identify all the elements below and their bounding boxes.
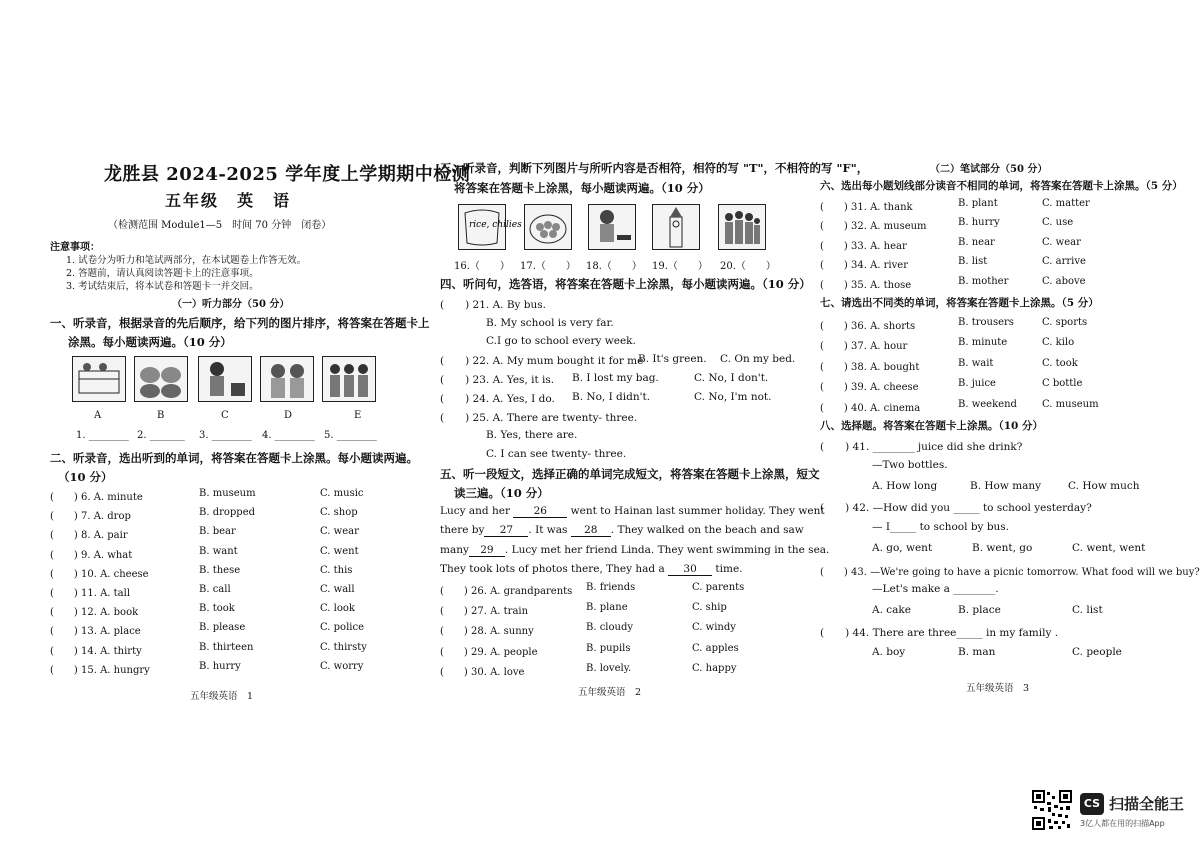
section6-option-b: B. list xyxy=(958,256,988,268)
section5-question: ( ) 29. A. people xyxy=(440,646,538,658)
question-44-option-c: C. people xyxy=(1072,646,1122,658)
picture-c xyxy=(198,356,252,402)
section5-option-c: C. happy xyxy=(692,662,737,674)
section7-option-c: C. took xyxy=(1042,357,1078,369)
section7-question: ( ) 36. A. shorts xyxy=(820,321,916,332)
page-3 xyxy=(810,0,1200,847)
section5-question: ( ) 30. A. love xyxy=(440,666,525,678)
question-22-option-c: C. On my bed. xyxy=(720,353,796,365)
section2-question: ( ) 13. A. place xyxy=(50,626,141,638)
section2-title: 二、听录音，选出听到的单词，将答案在答题卡上涂黑。每小题读两遍。 xyxy=(50,451,418,465)
section2-question: ( ) 15. A. hungry xyxy=(50,664,150,676)
question-43-option-b: B. place xyxy=(958,604,1001,616)
question-23-option-b: B. I lost my bag. xyxy=(572,372,659,384)
scanner-app-tagline: 3亿人都在用的扫描App xyxy=(1080,819,1165,828)
section6-question: ( ) 33. A. hear xyxy=(820,240,907,252)
section2-option-c: C. thirsty xyxy=(320,641,367,653)
section7-option-b: B. weekend xyxy=(958,398,1017,410)
section6-option-b: B. plant xyxy=(958,198,998,209)
passage-line: there by 27 . It was 28 . They walked on the beach and saw xyxy=(440,524,804,536)
question-41-option-c: C. How much xyxy=(1068,480,1140,492)
picture-b xyxy=(134,356,188,402)
section6-question: ( ) 34. A. river xyxy=(820,260,908,272)
section5-question: ( ) 28. A. sunny xyxy=(440,626,534,638)
section2-option-c: C. look xyxy=(320,603,355,615)
qr-code-icon xyxy=(1032,790,1072,830)
page-footer: 五年级英语 2 xyxy=(578,687,642,698)
picture-e xyxy=(322,356,376,402)
section6-option-b: B. near xyxy=(958,236,995,248)
answer-blank: 5. ________ xyxy=(324,430,377,441)
section6-option-c: C. arrive xyxy=(1042,256,1086,268)
section1-title: 一、听录音，根据录音的先后顺序，给下列的图片排序，将答案在答题卡上 xyxy=(50,316,430,330)
section7-question: ( ) 40. A. cinema xyxy=(820,402,921,414)
section7-option-b: B. minute xyxy=(958,337,1008,349)
section7-option-c: C. museum xyxy=(1042,398,1099,410)
section2-option-c: C. police xyxy=(320,622,364,634)
section6-option-b: B. hurry xyxy=(958,217,1000,229)
section2-option-b: B. want xyxy=(199,545,238,557)
scanner-app-name: 扫描全能王 xyxy=(1109,795,1185,813)
section6-title: 六、选出每小题划线部分读音不相同的单词，将答案在答题卡上涂黑。（5 分） xyxy=(820,180,1183,192)
passage-blank: 29 xyxy=(469,544,505,557)
section2-option-b: B. thirteen xyxy=(199,641,254,653)
passage-line: many 29 . Lucy met her friend Linda. They went swimming in the sea. xyxy=(440,544,830,556)
section7-option-b: B. juice xyxy=(958,378,996,390)
section2-option-c: C. wall xyxy=(320,584,355,595)
part2-heading: （二）笔试部分（50 分） xyxy=(930,164,1048,175)
passage-blank: 30 xyxy=(668,563,712,576)
answer-blank: 2. _______ xyxy=(137,430,185,441)
picture-19-big-ben xyxy=(652,204,700,250)
section6-option-c: C. above xyxy=(1042,275,1086,287)
exam-scope: （检测范围 Module1—5 时间 70 分钟 闭卷） xyxy=(108,220,332,231)
section6-option-c: C. use xyxy=(1042,217,1074,229)
question-24-option-c: C. No, I'm not. xyxy=(694,391,772,403)
section5-option-b: B. plane xyxy=(586,602,628,614)
section2-option-b: B. hurry xyxy=(199,660,241,672)
question-43-reply: —Let's make a ________. xyxy=(872,583,999,595)
section6-option-b: B. mother xyxy=(958,275,1009,287)
section7-option-c: C. sports xyxy=(1042,317,1088,328)
question-22: ( ) 22. A. My mum bought it for me xyxy=(440,355,644,367)
page-footer: 五年级英语 3 xyxy=(966,683,1030,694)
section2-option-c: C. wear xyxy=(320,526,359,538)
picture-a xyxy=(72,356,126,402)
section2-option-b: B. please xyxy=(199,622,246,634)
section2-option-c: C. music xyxy=(320,488,364,499)
section2-option-c: C. this xyxy=(320,564,353,576)
section2-option-b: B. call xyxy=(199,584,231,595)
section2-question: ( ) 9. A. what xyxy=(50,549,133,561)
section2-question: ( ) 12. A. book xyxy=(50,607,139,619)
answer-blank: 20.（ ） xyxy=(720,261,776,272)
section7-title: 七、请选出不同类的单词，将答案在答题卡上涂黑。（5 分） xyxy=(820,297,1099,309)
section5-title-cont: 读三遍。（10 分） xyxy=(454,486,549,500)
section5-option-b: B. friends xyxy=(586,582,636,593)
picture-16-rice-bag xyxy=(458,204,522,250)
question-24-option-b: B. No, I didn't. xyxy=(572,391,651,403)
question-25-option-c: C. I can see twenty- three. xyxy=(486,448,627,460)
question-42-option-c: C. went, went xyxy=(1072,542,1146,554)
section2-option-b: B. took xyxy=(199,603,235,615)
section2-question: ( ) 14. A. thirty xyxy=(50,645,142,657)
section6-question: ( ) 35. A. those xyxy=(820,279,912,291)
section5-question: ( ) 26. A. grandparents xyxy=(440,586,573,597)
answer-blank: 1. ________ xyxy=(76,430,129,441)
picture-17-eggs xyxy=(524,204,572,250)
question-23: ( ) 23. A. Yes, it is. xyxy=(440,374,555,386)
section5-option-c: C. windy xyxy=(692,622,736,634)
answer-blank: 16.（ ） xyxy=(454,261,510,272)
section7-option-c: C bottle xyxy=(1042,378,1083,390)
passage-blank: 26 xyxy=(513,505,567,518)
section2-question: ( ) 8. A. pair xyxy=(50,530,128,542)
rice-label: rice, chilies xyxy=(469,220,522,230)
section7-option-b: B. wait xyxy=(958,357,994,369)
section2-question: ( ) 10. A. cheese xyxy=(50,568,149,580)
section8-title: 八、选择题。将答案在答题卡上涂黑。（10 分） xyxy=(820,420,1044,432)
section2-option-b: B. dropped xyxy=(199,507,256,519)
section2-question: ( ) 6. A. minute xyxy=(50,492,143,503)
section5-option-b: B. lovely. xyxy=(586,662,632,674)
section7-question: ( ) 37. A. hour xyxy=(820,341,908,353)
question-41-option-a: A. How long xyxy=(872,480,938,492)
section6-option-c: C. matter xyxy=(1042,198,1090,209)
question-42: ( ) 42. —How did you _____ to school yesterday? xyxy=(820,502,1092,514)
answer-blank: 19.（ ） xyxy=(652,261,708,272)
section2-points: （10 分） xyxy=(58,470,113,484)
section1-title-cont: 涂黑。每小题读两遍。（10 分） xyxy=(68,335,232,349)
question-43-option-a: A. cake xyxy=(872,604,911,616)
question-25: ( ) 25. A. There are twenty- three. xyxy=(440,412,638,424)
question-21: ( ) 21. A. By bus. xyxy=(440,299,547,311)
question-23-option-c: C. No, I don't. xyxy=(694,372,769,384)
question-41: ( ) 41. ________ juice did she drink? xyxy=(820,441,1023,453)
notes-heading: 注意事项： xyxy=(50,242,100,253)
passage-line: They took lots of photos there, They had a 30 time. xyxy=(440,563,743,575)
picture-label: C xyxy=(221,410,229,421)
scanner-app-logo: CS xyxy=(1080,793,1104,815)
question-24: ( ) 24. A. Yes, I do. xyxy=(440,393,555,405)
answer-blank: 4. ________ xyxy=(262,430,315,441)
answer-blank: 18.（ ） xyxy=(586,261,642,272)
passage-line: Lucy and her 26 went to Hainan last summer holiday. They went xyxy=(440,505,825,517)
picture-20-family xyxy=(718,204,766,250)
question-25-option-b: B. Yes, there are. xyxy=(486,429,578,441)
page-1 xyxy=(0,0,471,847)
question-43: ( ) 43. —We're going to have a picnic tomorrow. What food will we buy? xyxy=(820,567,1200,578)
section2-option-c: C. shop xyxy=(320,507,358,519)
section5-option-c: C. apples xyxy=(692,642,739,654)
section2-question: ( ) 11. A. tall xyxy=(50,588,131,599)
passage-blank: 28 xyxy=(571,524,611,537)
section2-option-b: B. bear xyxy=(199,526,236,538)
section5-option-b: B. cloudy xyxy=(586,622,634,634)
picture-label: E xyxy=(354,410,362,421)
section5-question: ( ) 27. A. train xyxy=(440,606,529,618)
section2-option-b: B. museum xyxy=(199,488,256,499)
question-43-option-c: C. list xyxy=(1072,604,1103,616)
question-41-option-b: B. How many xyxy=(970,480,1042,492)
exam-title: 龙胜县 2024-2025 学年度上学期期中检测 xyxy=(104,164,471,185)
picture-d xyxy=(260,356,314,402)
picture-label: D xyxy=(284,410,293,421)
question-44: ( ) 44. There are three_____ in my family . xyxy=(820,627,1059,639)
question-21-option-c: C.I go to school every week. xyxy=(486,335,636,347)
question-22-option-b: B. It's green. xyxy=(638,353,707,365)
page-footer: 五年级英语 1 xyxy=(190,691,254,702)
answer-blank: 3. ________ xyxy=(199,430,252,441)
question-44-option-b: B. man xyxy=(958,646,996,658)
section5-option-b: B. pupils xyxy=(586,642,631,654)
section6-question: ( ) 32. A. museum xyxy=(820,221,927,233)
note-item: 1. 试卷分为听力和笔试两部分，在本试题卷上作答无效。 xyxy=(66,255,307,266)
section3-title-cont: 将答案在答题卡上涂黑，每小题读两遍。（10 分） xyxy=(454,181,710,195)
question-42-option-a: A. go, went xyxy=(872,542,933,554)
section5-option-c: C. ship xyxy=(692,602,727,614)
picture-label: B xyxy=(157,410,165,421)
section7-question: ( ) 38. A. bought xyxy=(820,361,920,373)
picture-label: A xyxy=(94,410,102,421)
section4-title: 四、听问句，选答语，将答案在答题卡上涂黑，每小题读两遍。（10 分） xyxy=(440,277,811,291)
section3-title: 三、听录音，判断下列图片与所听内容是否相符，相符的写 "T"，不相符的写 "F"， xyxy=(440,161,869,175)
section6-question: ( ) 31. A. thank xyxy=(820,202,913,213)
section7-question: ( ) 39. A. cheese xyxy=(820,382,919,394)
note-item: 2. 答题前，请认真阅读答题卡上的注意事项。 xyxy=(66,268,259,279)
section2-option-c: C. worry xyxy=(320,660,364,672)
section5-title: 五、听一段短文，选择正确的单词完成短文，将答案在答题卡上涂黑，短文 xyxy=(440,467,820,481)
section7-option-c: C. kilo xyxy=(1042,337,1075,349)
note-item: 3. 考试结束后，将本试卷和答题卡一并交回。 xyxy=(66,281,259,292)
part1-heading: （一）听力部分（50 分） xyxy=(172,299,290,310)
question-42-option-b: B. went, go xyxy=(972,542,1033,554)
answer-blank: 17.（ ） xyxy=(520,261,576,272)
question-42-reply: — I_____ to school by bus. xyxy=(872,521,1010,533)
question-41-reply: —Two bottles. xyxy=(872,459,948,471)
section5-option-c: C. parents xyxy=(692,582,745,593)
section2-question: ( ) 7. A. drop xyxy=(50,511,131,523)
question-21-option-b: B. My school is very far. xyxy=(486,317,614,329)
exam-subtitle: 五年级 英 语 xyxy=(165,191,292,210)
section6-option-c: C. wear xyxy=(1042,236,1081,248)
picture-18-boy-eating xyxy=(588,204,636,250)
question-44-option-a: A. boy xyxy=(872,646,906,658)
passage-blank: 27 xyxy=(484,524,528,537)
section7-option-b: B. trousers xyxy=(958,317,1014,328)
section2-option-b: B. these xyxy=(199,564,241,576)
section2-option-c: C. went xyxy=(320,545,359,557)
